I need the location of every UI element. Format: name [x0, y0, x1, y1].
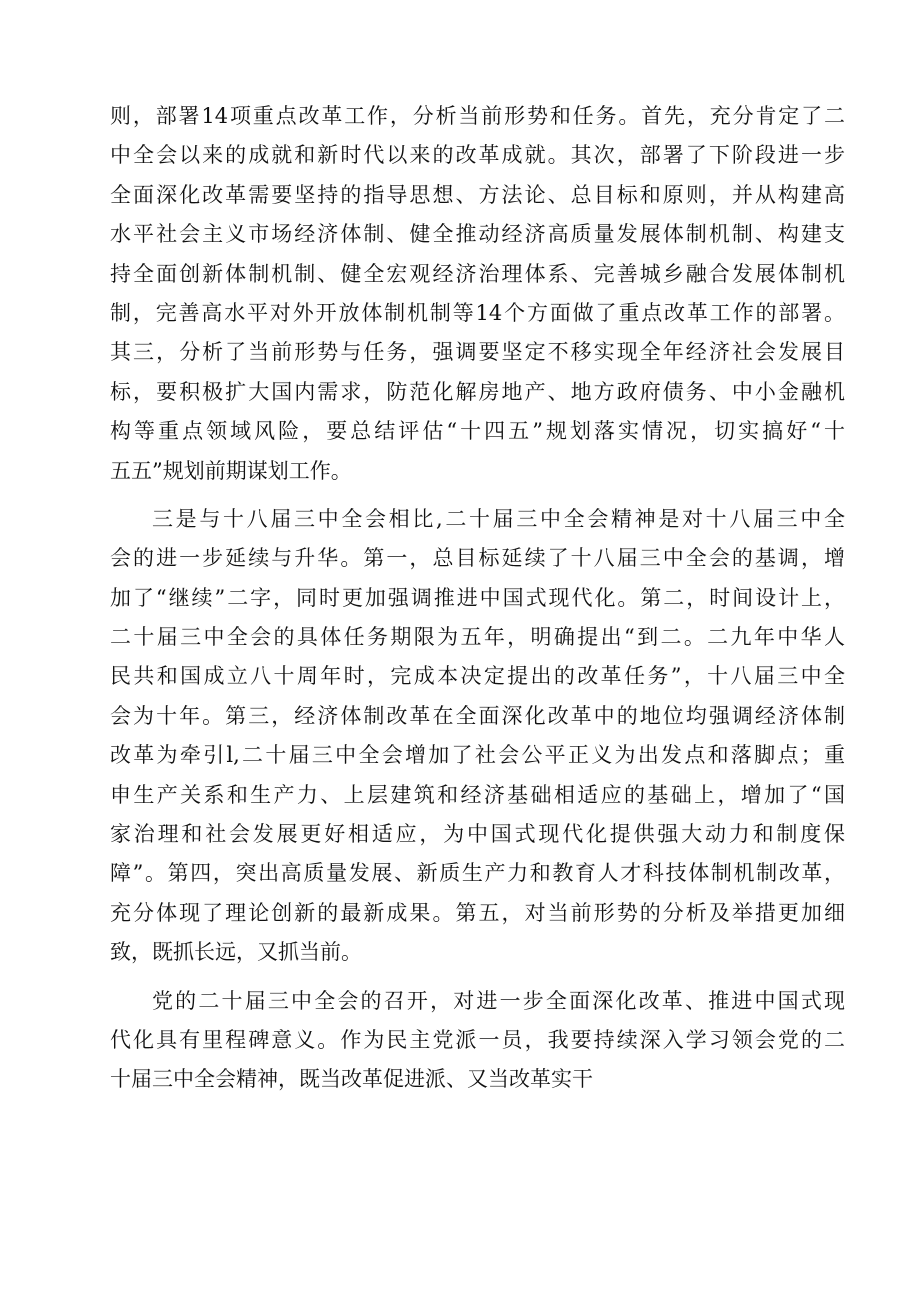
- text-line: 二十届三中全会的具体任务期限为五年，明确提出“到二。二九年中华人: [110, 625, 845, 650]
- text-line: 三是与十八届三中全会相比,二十届三中全会精神是对十八届三中全: [152, 506, 845, 531]
- text-line: 家治理和社会发展更好相适应，为中国式现代化提供强大动力和制度保: [110, 822, 845, 847]
- text-line: 则，部署14项重点改革工作，分析当前形势和任务。首先，充分肯定了二: [110, 104, 845, 128]
- text-line: 障”。第四，突出高质量发展、新质生产力和教育人才科技体制机制改革，: [110, 861, 845, 886]
- text-line: 五五”规划前期谋划工作。: [110, 458, 352, 483]
- text-line: 申生产关系和生产力、上层建筑和经济基础相适应的基础上，增加了“国: [110, 782, 845, 807]
- text-line: 改革为牵引l,二十届三中全会增加了社会公平正义为出发点和落脚点；重: [110, 743, 845, 768]
- text-line: 民共和国成立八十周年时，完成本决定提出的改革任务”，十八届三中全: [110, 664, 845, 689]
- text-line: 其三，分析了当前形势与任务，强调要坚定不移实现全年经济社会发展目: [110, 340, 845, 365]
- text-line: 党的二十届三中全会的召开，对进一步全面深化改革、推进中国式现: [152, 988, 845, 1013]
- document-body: [110, 97, 845, 1100]
- text-line: 全面深化改革需要坚持的指导思想、方法论、总目标和原则，并从构建高: [110, 182, 845, 207]
- text-line: 水平社会主义市场经济体制、健全推动经济高质量发展体制机制、构建支: [110, 222, 845, 247]
- text-line: 代化具有里程碑意义。作为民主党派一员，我要持续深入学习领会党的二: [110, 1027, 845, 1052]
- paragraph-gap: [110, 973, 845, 982]
- text-line: 标，要积极扩大国内需求，防范化解房地产、地方政府债务、中小金融机: [110, 379, 845, 404]
- text-line: 制，完善高水平对外开放体制机制等14个方面做了重点改革工作的部署。: [110, 300, 845, 325]
- text-line: 会为十年。第三，经济体制改革在全面深化改革中的地位均强调经济体制: [110, 703, 845, 728]
- text-line: 中全会以来的成就和新时代以来的改革成就。其次，部署了下阶段进一步: [110, 143, 845, 168]
- paragraph-3: [110, 982, 845, 1100]
- paragraph-1: [110, 97, 845, 491]
- text-line: 加了“继续”二字，同时更加强调推进中国式现代化。第二，时间设计上，: [110, 585, 845, 610]
- text-line: 致，既抓长远，又抓当前。: [110, 940, 362, 965]
- paragraph-gap: [110, 491, 845, 500]
- text-line: 充分体现了理论创新的最新成果。第五，对当前形势的分析及举措更加细: [110, 900, 845, 925]
- text-line: 会的进一步延续与升华。第一，总目标延续了十八届三中全会的基调，增: [110, 546, 845, 571]
- text-line: 构等重点领域风险，要总结评估“十四五”规划落实情况，切实搞好“十: [110, 419, 845, 444]
- paragraph-2: [110, 500, 845, 973]
- text-line: 持全面创新体制机制、健全宏观经济治理体系、完善城乡融合发展体制机: [110, 261, 845, 286]
- text-line: 十届三中全会精神，既当改革促进派、又当改革实干: [110, 1067, 593, 1092]
